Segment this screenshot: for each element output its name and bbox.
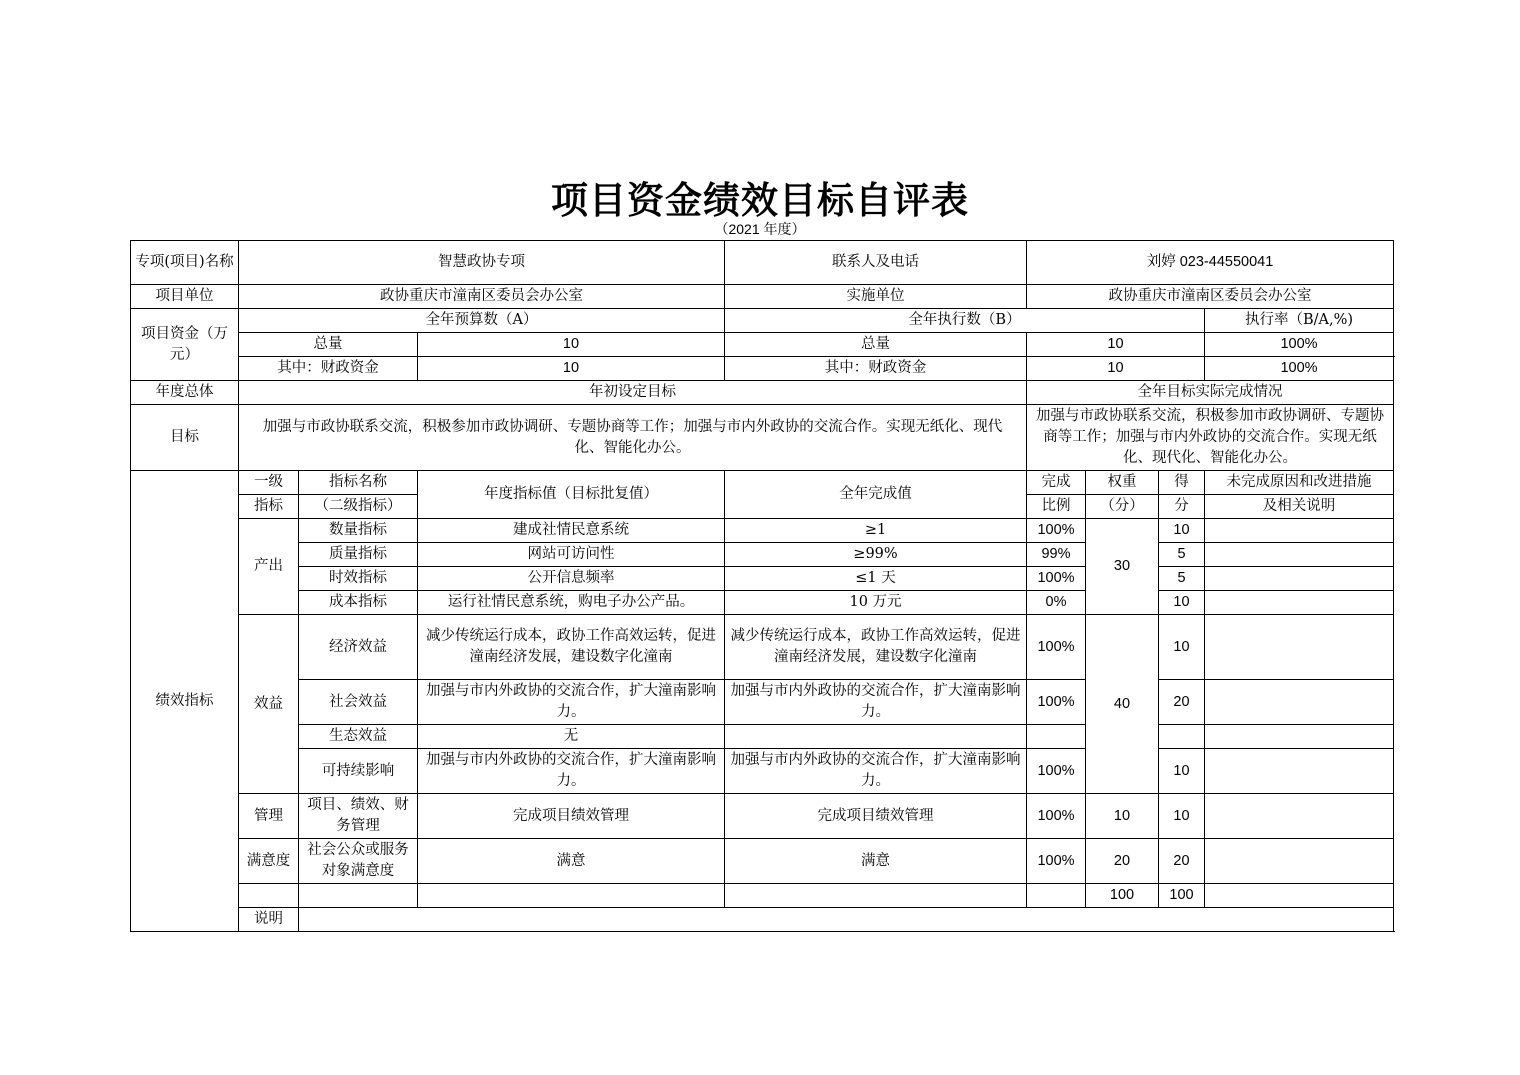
indicator-name: 数量指标 <box>299 519 418 543</box>
indicator-reason <box>1205 519 1394 543</box>
indicator-target: 加强与市内外政协的交流合作，扩大潼南影响力。 <box>418 680 725 725</box>
indicator-name: 可持续影响 <box>299 749 418 794</box>
satisfaction-label: 满意度 <box>239 839 299 884</box>
score-header-a: 得 <box>1159 471 1205 495</box>
project-name-value: 智慧政协专项 <box>239 241 725 285</box>
total-rate: 100% <box>1205 333 1394 357</box>
indicator-score: 5 <box>1159 543 1205 567</box>
indicator-name: 质量指标 <box>299 543 418 567</box>
indicator-target: 加强与市内外政协的交流合作，扩大潼南影响力。 <box>418 749 725 794</box>
output-label: 产出 <box>239 519 299 615</box>
indicator-actual: ≤1 天 <box>725 567 1027 591</box>
indicator-ratio: 100% <box>1027 519 1086 543</box>
actual-header: 全年完成值 <box>725 471 1027 519</box>
fiscal-rate: 100% <box>1205 357 1394 381</box>
indicator-reason <box>1205 680 1394 725</box>
note-value <box>299 908 1394 932</box>
funds-label: 项目资金（万元） <box>131 309 239 381</box>
benefit-label: 效益 <box>239 615 299 794</box>
total-exec: 10 <box>1027 333 1205 357</box>
indicator-target: 无 <box>418 725 725 749</box>
score-header-b: 分 <box>1159 495 1205 519</box>
benefit-weight: 40 <box>1086 615 1159 794</box>
satisfaction-weight: 20 <box>1086 839 1159 884</box>
impl-unit-label: 实施单位 <box>725 285 1027 309</box>
indicator-target: 建成社情民意系统 <box>418 519 725 543</box>
indicator-score: 10 <box>1159 519 1205 543</box>
indicator-actual: 满意 <box>725 839 1027 884</box>
reason-header-b: 及相关说明 <box>1205 495 1394 519</box>
indicator-actual: ≥1 <box>725 519 1027 543</box>
indicator-target: 运行社情民意系统，购电子办公产品。 <box>418 591 725 615</box>
indicator-target: 公开信息频率 <box>418 567 725 591</box>
initial-goal-header: 年初设定目标 <box>239 381 1027 405</box>
indicator-reason <box>1205 543 1394 567</box>
indicator-reason <box>1205 839 1394 884</box>
level1-header-a: 一级 <box>239 471 299 495</box>
total-row-cell <box>299 884 418 908</box>
indicator-target: 减少传统运行成本，政协工作高效运转，促进潼南经济发展，建设数字化潼南 <box>418 615 725 680</box>
indicator-ratio <box>1027 725 1086 749</box>
indicator-score <box>1159 725 1205 749</box>
name-header-b: （二级指标） <box>299 495 418 519</box>
indicator-score: 10 <box>1159 749 1205 794</box>
indicator-ratio: 0% <box>1027 591 1086 615</box>
indicator-name: 成本指标 <box>299 591 418 615</box>
indicator-reason <box>1205 749 1394 794</box>
impl-unit-value: 政协重庆市潼南区委员会办公室 <box>1027 285 1394 309</box>
indicator-ratio: 100% <box>1027 749 1086 794</box>
indicator-name: 时效指标 <box>299 567 418 591</box>
actual-goal-header: 全年目标实际完成情况 <box>1027 381 1394 405</box>
reason-header-a: 未完成原因和改进措施 <box>1205 471 1394 495</box>
fiscal-label: 其中：财政资金 <box>239 357 418 381</box>
contact-value: 刘婷 023-44550041 <box>1027 241 1394 285</box>
initial-goal-text: 加强与市政协联系交流，积极参加市政协调研、专题协商等工作；加强与市内外政协的交流合作。实现无纸化、现代化、智能化办公。 <box>239 405 1027 471</box>
indicator-name: 项目、绩效、财务管理 <box>299 794 418 839</box>
name-header-a: 指标名称 <box>299 471 418 495</box>
rate-header: 执行率（B/A,%) <box>1205 309 1394 333</box>
total-score: 100 <box>1159 884 1205 908</box>
page-title: 项目资金绩效目标自评表 <box>551 178 969 222</box>
indicator-ratio: 100% <box>1027 794 1086 839</box>
budget-header: 全年预算数（A） <box>239 309 725 333</box>
indicator-reason <box>1205 567 1394 591</box>
indicator-ratio: 100% <box>1027 680 1086 725</box>
note-label: 说明 <box>239 908 299 932</box>
target-header: 年度指标值（目标批复值） <box>418 471 725 519</box>
indicator-actual: 减少传统运行成本，政协工作高效运转，促进潼南经济发展，建设数字化潼南 <box>725 615 1027 680</box>
indicator-actual: 完成项目绩效管理 <box>725 794 1027 839</box>
indicator-actual: 10 万元 <box>725 591 1027 615</box>
indicator-target: 满意 <box>418 839 725 884</box>
indicators-section-label: 绩效指标 <box>131 471 239 932</box>
weight-header-b: （分） <box>1086 495 1159 519</box>
indicator-name: 社会公众或服务对象满意度 <box>299 839 418 884</box>
total-row-cell <box>239 884 299 908</box>
indicator-actual: 加强与市内外政协的交流合作，扩大潼南影响力。 <box>725 749 1027 794</box>
evaluation-table <box>130 240 1394 932</box>
indicator-actual <box>725 725 1027 749</box>
exec-header: 全年执行数（B） <box>725 309 1205 333</box>
indicator-name: 生态效益 <box>299 725 418 749</box>
fiscal-exec-label: 其中：财政资金 <box>725 357 1027 381</box>
indicator-score: 20 <box>1159 839 1205 884</box>
total-budget: 10 <box>418 333 725 357</box>
indicator-score: 10 <box>1159 794 1205 839</box>
project-unit-label: 项目单位 <box>131 285 239 309</box>
fiscal-budget: 10 <box>418 357 725 381</box>
indicator-reason <box>1205 725 1394 749</box>
total-row-cell <box>1027 884 1086 908</box>
goal-label-bottom: 目标 <box>131 405 239 471</box>
indicator-reason <box>1205 794 1394 839</box>
contact-label: 联系人及电话 <box>725 241 1027 285</box>
goal-label-top: 年度总体 <box>131 381 239 405</box>
total-row-cell <box>725 884 1027 908</box>
output-weight: 30 <box>1086 519 1159 615</box>
level1-header-b: 指标 <box>239 495 299 519</box>
project-name-label: 专项(项目)名称 <box>131 241 239 285</box>
ratio-header-b: 比例 <box>1027 495 1086 519</box>
indicator-score: 10 <box>1159 615 1205 680</box>
indicator-target: 完成项目绩效管理 <box>418 794 725 839</box>
indicator-name: 社会效益 <box>299 680 418 725</box>
fiscal-exec: 10 <box>1027 357 1205 381</box>
indicator-actual: 加强与市内外政协的交流合作，扩大潼南影响力。 <box>725 680 1027 725</box>
indicator-score: 5 <box>1159 567 1205 591</box>
total-row-cell <box>1205 884 1394 908</box>
total-row-cell <box>418 884 725 908</box>
indicator-ratio: 100% <box>1027 567 1086 591</box>
indicator-score: 10 <box>1159 591 1205 615</box>
total-weight: 100 <box>1086 884 1159 908</box>
management-label: 管理 <box>239 794 299 839</box>
indicator-name: 经济效益 <box>299 615 418 680</box>
fiscal-year: （2021 年度） <box>714 221 806 237</box>
indicator-reason <box>1205 615 1394 680</box>
indicator-ratio: 99% <box>1027 543 1086 567</box>
indicator-score: 20 <box>1159 680 1205 725</box>
ratio-header-a: 完成 <box>1027 471 1086 495</box>
weight-header-a: 权重 <box>1086 471 1159 495</box>
total-exec-label: 总量 <box>725 333 1027 357</box>
actual-goal-text: 加强与市政协联系交流，积极参加市政协调研、专题协商等工作；加强与市内外政协的交流合作。实现无纸化、现代化、智能化办公。 <box>1027 405 1394 471</box>
management-weight: 10 <box>1086 794 1159 839</box>
indicator-actual: ≥99% <box>725 543 1027 567</box>
indicator-target: 网站可访问性 <box>418 543 725 567</box>
total-label: 总量 <box>239 333 418 357</box>
indicator-ratio: 100% <box>1027 615 1086 680</box>
indicator-ratio: 100% <box>1027 839 1086 884</box>
indicator-reason <box>1205 591 1394 615</box>
project-unit-value: 政协重庆市潼南区委员会办公室 <box>239 285 725 309</box>
